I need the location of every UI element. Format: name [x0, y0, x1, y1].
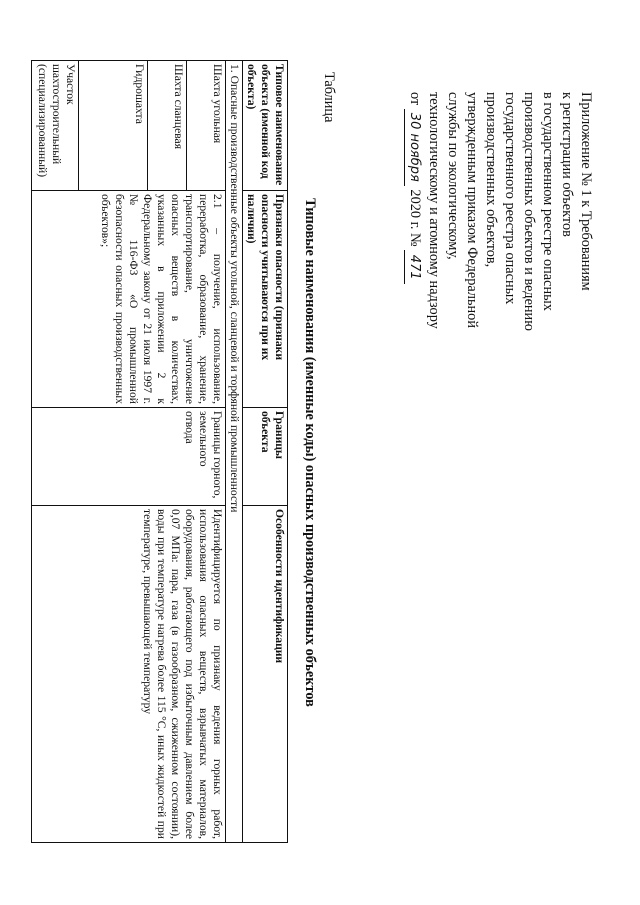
appendix-line: Приложение № 1 к Требованиям — [578, 92, 594, 291]
signs-cell: 2.1 – получение, использование, переработка, образование, хранение, транспортирование, уничтожение опасных веществ в количествах, указанных в приложении 2 к Федеральному закону от 21 июля 1997 г. № 116-ФЗ «О промышленной безопасности опасных производственных объектов»; — [32, 191, 226, 408]
section-row — [226, 61, 243, 843]
object-name-cell: Шахта сланцевая — [148, 61, 187, 191]
handwritten-number: 471 — [404, 250, 424, 284]
header-cell: Признаки опасности (признаки опасности учитываются при их наличии) — [243, 191, 288, 408]
table-label: Таблица — [321, 72, 337, 123]
header-cell: Особенности идентификации — [243, 506, 288, 843]
appendix-line: в государственном реестре опасных — [540, 92, 556, 311]
object-name-cell: Шахта угольная — [187, 61, 226, 191]
date-year: 2020 г. № — [407, 189, 423, 247]
objects-table — [31, 60, 288, 843]
section-title: 1. Опасные производственные объекты угольной, сланцевой и торфяной промышленности — [226, 61, 243, 843]
appendix-block — [404, 92, 595, 392]
object-name-cell: Гидрошахта — [79, 61, 148, 191]
boundaries-cell: Границы горного, земельного отвода — [32, 408, 226, 506]
table-row — [187, 61, 226, 843]
appendix-date-line — [404, 92, 424, 392]
header-cell: Границы объекта — [243, 408, 288, 506]
appendix-line: утвержденным приказом Федеральной — [464, 92, 480, 328]
identification-cell: Идентифицируется по признаку ведения горных работ, использования опасных веществ, взрывчатых материалов, оборудования, работающего под избыточным давлением более 0,07 МПа: пара, газа (в газообразном, сжиженном состоянии), воды при температуре нагрева более 115 °С, иных жидкостей при температуре, превышающей температуру — [32, 506, 226, 843]
appendix-line: производственных объектов и ведению — [521, 92, 537, 331]
appendix-line: к регистрации объектов — [559, 92, 575, 237]
header-cell: Типовое наименование объекта (именной код объекта) — [243, 61, 288, 191]
appendix-line: службы по экологическому, — [445, 92, 461, 260]
handwritten-date: 30 ноября — [404, 109, 424, 186]
document-title: Типовые наименования (именные коды) опасных производственных объектов — [302, 198, 318, 707]
table-header-row — [243, 61, 288, 843]
appendix-line: производственных объектов, — [483, 92, 499, 268]
date-prefix: от — [407, 92, 423, 106]
object-name-cell: Участок шахтостроительный (специализированный) — [32, 61, 79, 191]
appendix-line: государственного реестра опасных — [502, 92, 518, 305]
appendix-line: технологическому и атомному надзору — [426, 92, 442, 329]
